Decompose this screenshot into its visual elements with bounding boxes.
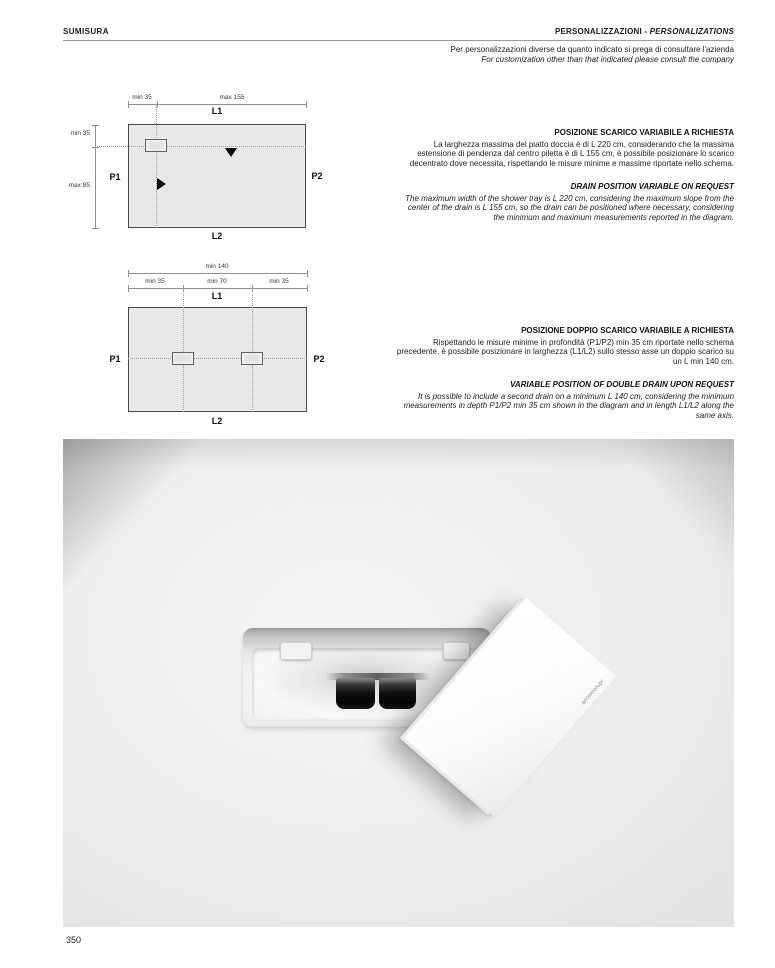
dimension-tick [128, 270, 129, 277]
dimension-tick [306, 101, 307, 108]
label-p2: P2 [311, 171, 323, 181]
page-number: 350 [66, 935, 82, 945]
section-body-it: La larghezza massima del piatto doccia è di L 220 cm, considerando che la massima estensione di pendenza dal centro piletta è di L 155 cm, è possibile posizionare lo scarico decentrato dove necessita, rispettando le misure minime e massime riportate nello schema. [409, 139, 734, 169]
product-photo [63, 439, 734, 927]
plate-logo-text: antoniolupi [580, 678, 606, 707]
drain-axis-horizontal [128, 358, 307, 359]
dim-label-min140: min 140 [205, 263, 229, 270]
text-section-single-drain [395, 128, 734, 236]
dim-label-min35-left: min 35 [70, 130, 90, 137]
dimension-tick [92, 228, 99, 229]
arrow-right-icon [157, 178, 166, 190]
dimension-tick [92, 125, 99, 126]
intro-note-it: Per personalizzazioni diverse da quanto indicato si prega di consultare l'azienda [450, 45, 734, 54]
intro-note-en: For customization other than that indicated please consult the company [481, 54, 734, 64]
drain-hole-left [336, 678, 375, 709]
section-title-it: PERSONALIZZAZIONI - [554, 27, 650, 36]
dimension-line [95, 125, 96, 228]
dim-label-min35-b: min 35 [269, 278, 289, 285]
dimension-line [128, 288, 307, 289]
section-title-en: VARIABLE POSITION OF DOUBLE DRAIN UPON REQUEST [510, 379, 734, 389]
dim-label-min35-a: min 35 [145, 278, 165, 285]
diagram-double-drain [52, 258, 342, 433]
shower-tray-outline [128, 307, 307, 412]
drain-axis-vertical [183, 288, 184, 412]
dimension-tick [92, 147, 99, 148]
label-l1: L1 [211, 291, 223, 301]
label-p1: P1 [109, 172, 121, 182]
drain-axis-vertical [252, 288, 253, 412]
recess-clip-right [443, 642, 470, 660]
drain-outline-left [172, 352, 194, 365]
drain-outline [145, 139, 167, 152]
dim-label-min70: min 70 [207, 278, 227, 285]
label-l2: L2 [211, 416, 223, 426]
label-l1: L1 [211, 106, 223, 116]
section-title-en: PERSONALIZATIONS [649, 27, 734, 36]
section-body-en: It is possible to include a second drain on a minimum L 140 cm, considering the minimum measurements in depth P1/P2 min 35 cm shown in the diagram and in length L1/L2 along the same axis. [403, 391, 734, 420]
dimension-tick [128, 101, 129, 108]
dimension-line [128, 273, 307, 274]
arrow-down-icon [225, 148, 237, 157]
drain-outline-right [241, 352, 263, 365]
dimension-tick [157, 101, 158, 108]
drain-axis-horizontal [95, 146, 306, 147]
section-body-en: The maximum width of the shower tray is L 220 cm, considering the maximum slope from the center of the drain is L 155 cm, so the drain can be positioned where necessary, considering the minimum and maximum measurements reported in the diagram. [405, 193, 734, 222]
dimension-tick [128, 285, 129, 292]
dimension-tick [307, 270, 308, 277]
label-p2: P2 [313, 354, 325, 364]
section-title-it: POSIZIONE SCARICO VARIABILE A RICHIESTA [554, 128, 734, 137]
drain-hole-right [379, 678, 416, 709]
recess-clip-left [280, 642, 312, 660]
intro-note [214, 45, 734, 65]
dim-label-max155: max 155 [219, 94, 245, 101]
dim-label-min35-top: min 35 [132, 94, 152, 101]
text-section-double-drain [395, 326, 734, 434]
header-divider [63, 40, 734, 41]
dim-label-max85: max 85 [68, 182, 90, 189]
page-section-title [555, 27, 734, 36]
section-title-it: POSIZIONE DOPPIO SCARICO VARIABILE A RICHIESTA [521, 326, 734, 335]
drain-axis-vertical [156, 104, 157, 228]
drain-holes [336, 672, 420, 710]
section-title-en: DRAIN POSITION VARIABLE ON REQUEST [570, 181, 734, 191]
dimension-tick [307, 285, 308, 292]
brand-text: SUMISURA [63, 27, 109, 36]
diagram-single-drain [52, 92, 342, 247]
label-l2: L2 [211, 231, 223, 241]
label-p1: P1 [109, 354, 121, 364]
dimension-line [128, 104, 306, 105]
section-body-it: Rispettando le misure minime in profondità (P1/P2) min 35 cm riportate nello schema precedente, è possibile posizionare in larghezza (L1/L2) sullo stesso asse un doppio scarico su un L min 140 cm. [396, 337, 734, 367]
